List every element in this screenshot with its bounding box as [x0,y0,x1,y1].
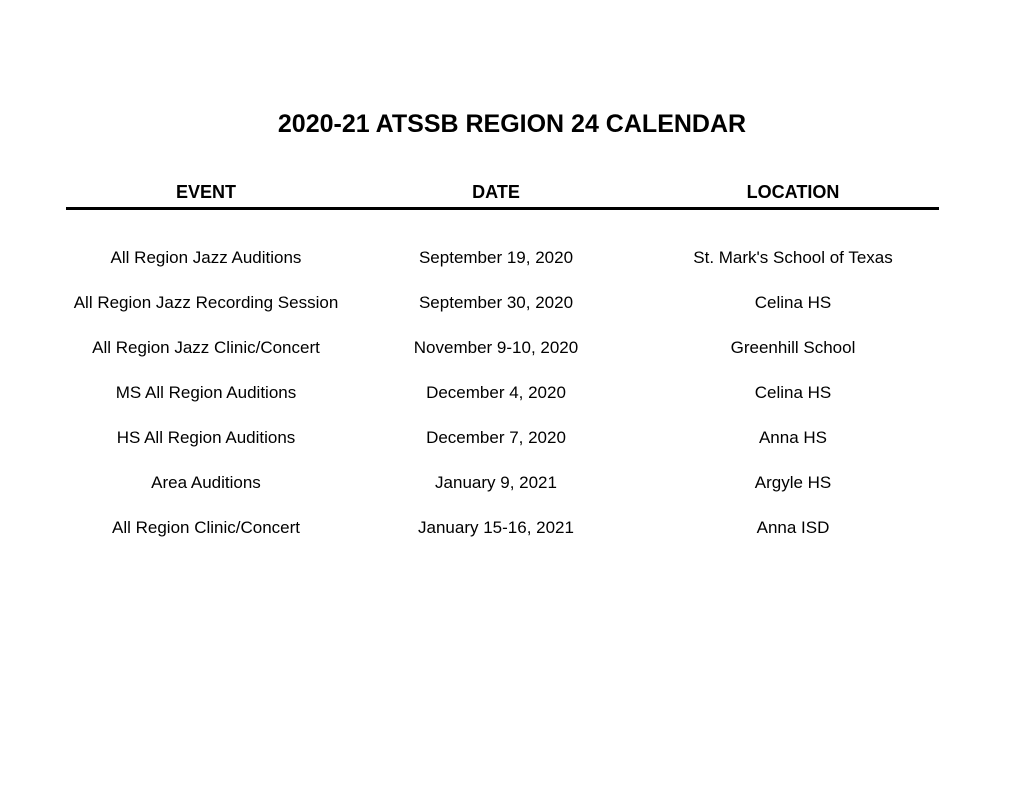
date-cell: January 15-16, 2021 [418,518,574,537]
date-cell: November 9-10, 2020 [413,338,579,357]
table-row [0,518,1024,563]
location-cell: Greenhill School [730,338,856,357]
date-cell: December 7, 2020 [426,428,566,447]
table-row [0,338,1024,383]
location-cell: St. Mark's School of Texas [693,248,893,267]
location-cell: Celina HS [754,293,832,312]
table-row [0,293,1024,338]
header-location: LOCATION [746,182,840,202]
table-row [0,248,1024,293]
header-event: EVENT [175,182,236,202]
event-cell: MS All Region Auditions [115,383,297,402]
location-cell: Anna ISD [756,518,830,537]
event-cell: All Region Jazz Auditions [110,248,302,267]
table-header [66,182,938,208]
table-row [0,383,1024,428]
date-cell: January 9, 2021 [435,473,557,492]
page-title: 2020-21 ATSSB REGION 24 CALENDAR [277,110,747,138]
header-date: DATE [472,182,520,202]
table-body [0,248,1024,563]
date-cell: December 4, 2020 [426,383,566,402]
table-row [0,428,1024,473]
location-cell: Celina HS [754,383,832,402]
event-cell: All Region Clinic/Concert [111,518,301,537]
location-cell: Anna HS [758,428,828,447]
event-cell: All Region Jazz Clinic/Concert [92,338,320,357]
date-cell: September 19, 2020 [418,248,574,267]
header-divider [66,207,939,210]
location-cell: Argyle HS [754,473,832,492]
event-cell: All Region Jazz Recording Session [73,293,339,312]
event-cell: HS All Region Auditions [116,428,296,447]
table-row [0,473,1024,518]
date-cell: September 30, 2020 [418,293,574,312]
event-cell: Area Auditions [151,473,261,492]
